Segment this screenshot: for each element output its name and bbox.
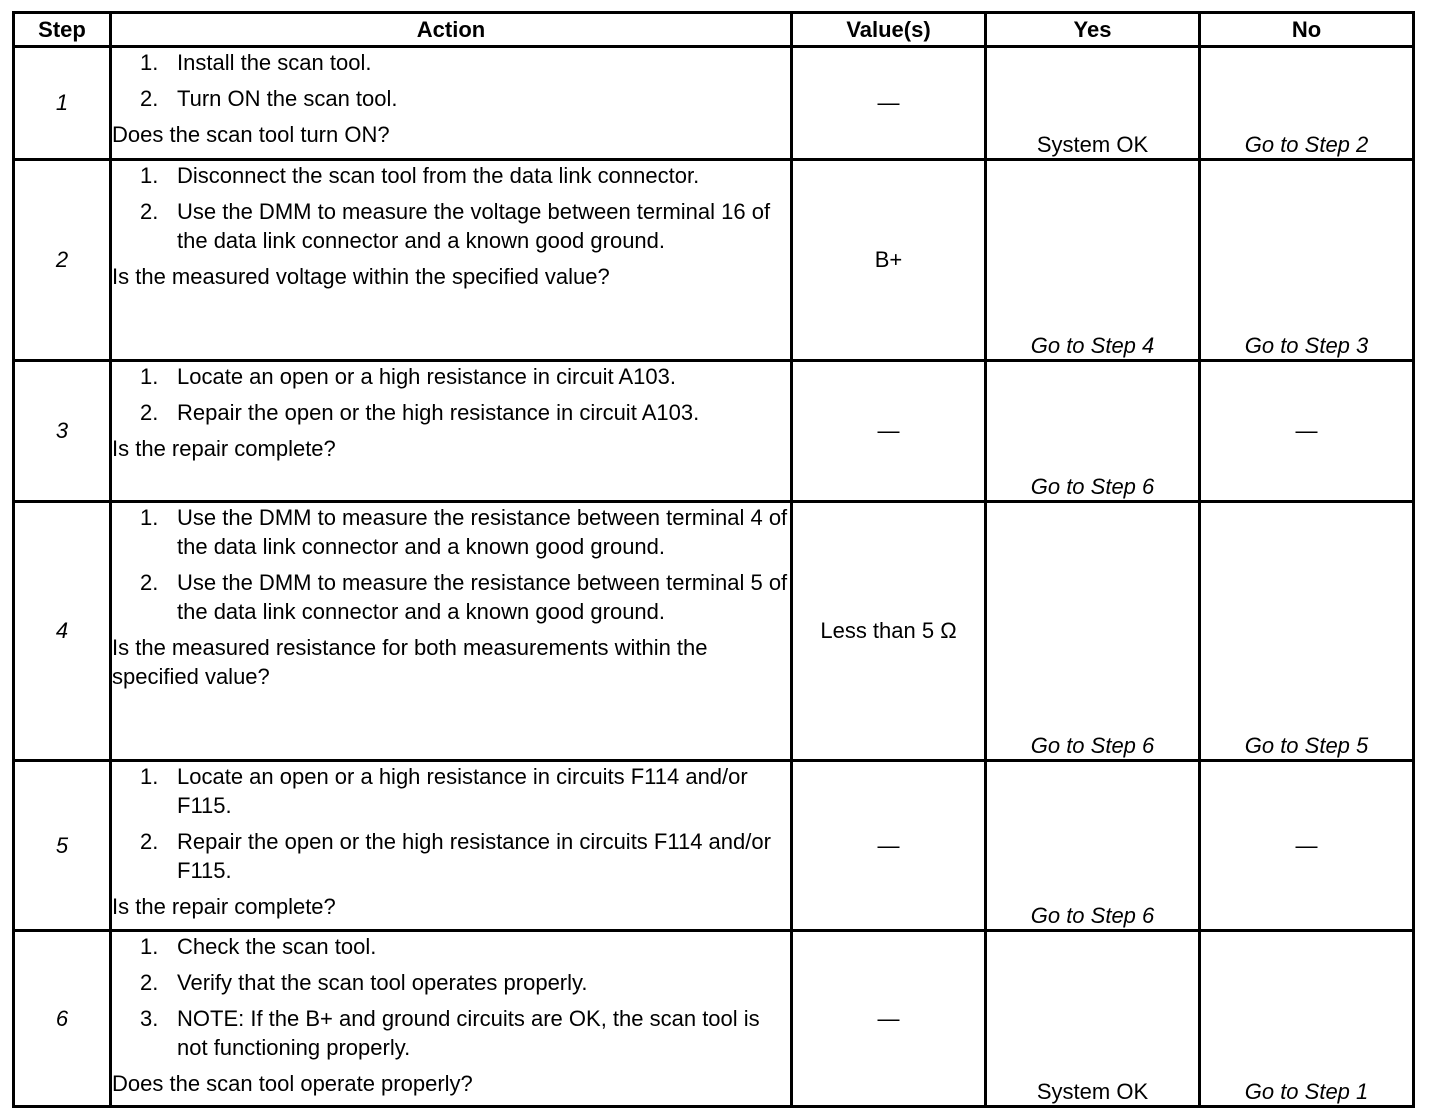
list-item: 2. Use the DMM to measure the voltage between terminal 16 of the data link connector and a known good ground. — [140, 199, 771, 253]
action-list — [112, 503, 790, 626]
question-text: Does the scan tool turn ON? — [112, 122, 390, 147]
step-number: 3 — [14, 361, 111, 502]
step-number: 4 — [14, 502, 111, 761]
step-number: 6 — [14, 931, 111, 1107]
action-list — [112, 762, 790, 885]
question-text: Is the measured voltage within the specified value? — [112, 264, 610, 289]
list-item: 1. Check the scan tool. — [140, 934, 377, 959]
step-number: 5 — [14, 761, 111, 931]
table-row — [14, 47, 1414, 160]
list-item: 2. Use the DMM to measure the resistance between terminal 5 of the data link connector and a known good ground. — [140, 570, 788, 624]
diagnostic-table — [12, 11, 1415, 1108]
step-number: 2 — [14, 160, 111, 361]
action-cell — [111, 761, 792, 931]
yes-cell: Go to Step 4 — [986, 160, 1200, 361]
value-cell: — — [792, 761, 986, 931]
value-cell: — — [792, 361, 986, 502]
list-item: 1. Locate an open or a high resistance in circuits F114 and/or F115. — [140, 764, 748, 818]
value-cell: — — [792, 47, 986, 160]
yes-cell: System OK — [986, 931, 1200, 1107]
list-item: 1. Disconnect the scan tool from the data link connector. — [140, 163, 700, 188]
question-text: Does the scan tool operate properly? — [112, 1071, 473, 1096]
question-text: Is the measured resistance for both measurements within the specified value? — [112, 635, 708, 689]
header-action: Action — [111, 13, 792, 47]
list-item: 2. Verify that the scan tool operates properly. — [140, 970, 588, 995]
value-cell: — — [792, 931, 986, 1107]
list-item: 3. NOTE: If the B+ and ground circuits are OK, the scan tool is not functioning properly. — [140, 1006, 760, 1060]
action-cell — [111, 47, 792, 160]
action-list — [112, 362, 790, 427]
list-item: 2. Repair the open or the high resistance in circuit A103. — [140, 400, 700, 425]
header-values: Value(s) — [792, 13, 986, 47]
action-list — [112, 161, 790, 255]
yes-cell: System OK — [986, 47, 1200, 160]
no-cell: — — [1200, 761, 1414, 931]
table-row — [14, 502, 1414, 761]
list-item: 1. Locate an open or a high resistance in circuit A103. — [140, 364, 676, 389]
action-cell — [111, 931, 792, 1107]
header-row — [14, 13, 1414, 47]
no-cell: Go to Step 2 — [1200, 47, 1414, 160]
action-cell — [111, 361, 792, 502]
yes-cell: Go to Step 6 — [986, 502, 1200, 761]
question-text: Is the repair complete? — [112, 436, 336, 461]
no-cell: Go to Step 5 — [1200, 502, 1414, 761]
question-text: Is the repair complete? — [112, 894, 336, 919]
table-row — [14, 160, 1414, 361]
no-cell: Go to Step 3 — [1200, 160, 1414, 361]
header-no: No — [1200, 13, 1414, 47]
table-row — [14, 761, 1414, 931]
table-row — [14, 361, 1414, 502]
action-list — [112, 932, 790, 1062]
header-step: Step — [14, 13, 111, 47]
value-cell: Less than 5 Ω — [792, 502, 986, 761]
action-cell — [111, 160, 792, 361]
value-cell: B+ — [792, 160, 986, 361]
yes-cell: Go to Step 6 — [986, 361, 1200, 502]
no-cell: Go to Step 1 — [1200, 931, 1414, 1107]
table-row — [14, 931, 1414, 1107]
no-cell: — — [1200, 361, 1414, 502]
list-item: 1. Use the DMM to measure the resistance between terminal 4 of the data link connector and a known good ground. — [140, 505, 788, 559]
list-item: 2. Repair the open or the high resistance in circuits F114 and/or F115. — [140, 829, 771, 883]
header-yes: Yes — [986, 13, 1200, 47]
list-item: 2. Turn ON the scan tool. — [140, 86, 398, 111]
action-list — [112, 48, 790, 113]
step-number: 1 — [14, 47, 111, 160]
action-cell — [111, 502, 792, 761]
yes-cell: Go to Step 6 — [986, 761, 1200, 931]
list-item: 1. Install the scan tool. — [140, 50, 372, 75]
